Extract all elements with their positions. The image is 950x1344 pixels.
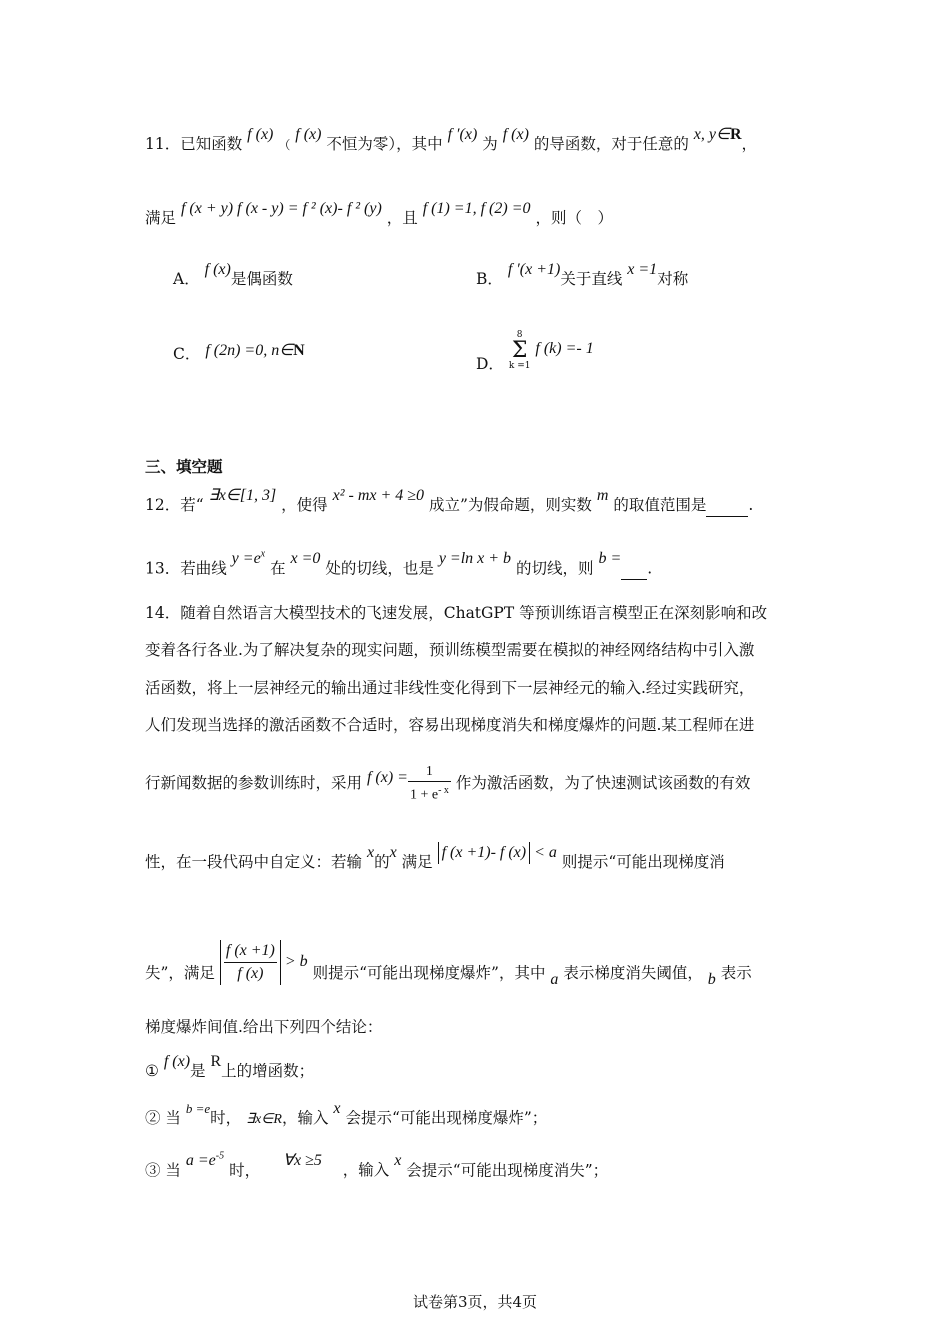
math-vanishing-cond: f (x +1)- f (x) < a <box>438 844 557 861</box>
q14-line7-prefix: 失”，满足 <box>145 964 215 983</box>
q12-prefix: 12．若“ <box>145 496 204 514</box>
c1-prefix: ① <box>145 1062 159 1080</box>
math-x-c2: x <box>333 1100 341 1117</box>
option-a-label: A． <box>173 270 200 288</box>
math-fx-c1: f (x) <box>163 1053 191 1070</box>
q14-line2: 变着各行各业.为了解决复杂的现实问题，预训练模型需要在模拟的神经网络结构中引入激 <box>145 641 755 659</box>
q11-option-a <box>173 261 293 291</box>
q14-line6-prefix: 性，在一段代码中自定义：若输 <box>145 853 363 871</box>
sigma-symbol: 8 Σ k =1 <box>508 330 531 371</box>
q11-deriv-note: 为 <box>482 135 498 153</box>
page-footer: 试卷第3页，共4页 <box>412 1293 538 1311</box>
math-fx: f (x) <box>247 126 274 143</box>
answer-blank <box>706 494 748 517</box>
q14-line4: 人们发现当选择的激活函数不合适时，容易出现梯度消失和梯度爆炸的问题.某工程师在进 <box>145 716 755 734</box>
option-b-text2: 对称 <box>657 270 689 288</box>
c1-mid: 是 <box>190 1062 206 1080</box>
q12-dot: . <box>748 496 754 514</box>
q14-conclusion-2 <box>145 1100 548 1131</box>
math-fprime: f ′(x) <box>447 126 478 143</box>
c1-R: R <box>210 1053 222 1070</box>
math-m: m <box>596 487 609 504</box>
math-explosion-cond: $\frac{f (x +1)}{f (x)}$ > b <box>220 953 308 970</box>
c2-end: 会提示“可能出现梯度爆炸”； <box>345 1109 548 1127</box>
q12-mid: ，使得 <box>281 496 328 514</box>
q11-prefix: 11．已知函数 <box>145 135 243 153</box>
math-fx-3: f (x) <box>502 126 529 143</box>
q13-end: 的切线，则 <box>516 559 594 578</box>
math-x-1: x <box>366 844 375 861</box>
q11-option-c <box>173 343 305 366</box>
q11-deriv-note2: 的导函数，对于任意的 <box>533 135 689 153</box>
q13-mid: 处的切线，也是 <box>325 559 434 578</box>
c2-mid2: ，输入 <box>281 1109 329 1127</box>
math-b: b <box>707 971 716 989</box>
math-option-d: f (k) =- 1 <box>535 340 594 357</box>
c3-mid2: ，输入 <box>342 1161 390 1180</box>
q11-option-b <box>476 261 689 291</box>
q11-cond-end: ，则（ ） <box>535 209 613 227</box>
math-exists-R: ∃x∈R <box>246 1112 282 1127</box>
q12-end2: 的取值范围是 <box>613 496 707 514</box>
c1-end: 上的增函数； <box>221 1062 315 1080</box>
q11-note: 不恒为零），其中 <box>326 135 443 153</box>
math-fx-def: f (x) = <box>366 768 408 786</box>
q12 <box>145 487 754 517</box>
math-fx-a: f (x) <box>204 261 231 278</box>
math-option-c: f (2n) =0, n∈N <box>205 342 305 359</box>
q14-line7-mid2: 表示梯度消失阈值， <box>563 964 703 983</box>
option-b-text: 关于直线 <box>560 270 623 288</box>
math-functional-eq: f (x + y) f (x - y) = f ² (x)- f ² (y) <box>180 200 382 217</box>
math-inequality: x² - mx + 4 ≥0 <box>332 487 425 504</box>
math-xy-in-R: x, y∈R <box>693 126 742 143</box>
c2-prefix: ② 当 <box>145 1109 181 1127</box>
c3-prefix: ③ 当 <box>145 1161 181 1180</box>
q13-at: 在 <box>270 559 286 578</box>
math-exists-x: ∃x∈[1, 3] <box>208 487 277 504</box>
q14-line7 <box>145 942 752 997</box>
q11-cond-mid: ，且 <box>386 209 418 227</box>
q11-option-d <box>476 330 594 372</box>
q14-line1: 14．随着自然语言大模型技术的飞速发展，ChatGPT 等预训练语言模型正在深刻影响和改 <box>145 604 768 622</box>
q14-line6-satisfy: 满足 <box>401 853 433 871</box>
q14-conclusion-3 <box>145 1151 609 1182</box>
math-values: f (1) =1, f (2) =0 <box>422 200 531 217</box>
option-d-label: D． <box>476 355 504 373</box>
c2-mid: 时， <box>210 1109 242 1127</box>
math-x-eq-0: x =0 <box>290 550 321 568</box>
q14-line7-mid: 则提示“可能出现梯度爆炸”，其中 <box>312 964 546 983</box>
math-a-eq-e5: $a =e^{-5}$ <box>185 1151 225 1170</box>
q14-conclusion-1 <box>145 1053 315 1083</box>
math-y-ex: $y =e^x$ <box>231 549 266 568</box>
math-forall-x: ∀x ≥5 <box>283 1152 322 1170</box>
section-title: 三、填空题 <box>145 457 223 476</box>
math-y-lnx: y =ln x + b <box>438 550 512 568</box>
q14-line6 <box>145 844 725 874</box>
math-x-eq-1: x =1 <box>627 261 658 278</box>
q14-line7-end: 表示 <box>720 964 752 983</box>
q13 <box>145 549 653 580</box>
q14-line6-of: 的 <box>374 853 390 871</box>
math-b-eq: b = <box>598 550 622 568</box>
q14-line5 <box>145 763 750 805</box>
q14-line6-end: 则提示“可能出现梯度消 <box>561 853 725 871</box>
math-b-eq-e: b =e <box>185 1101 211 1116</box>
option-b-label: B． <box>476 270 503 288</box>
option-c-label: C． <box>173 345 201 363</box>
q12-end: 成立”为假命题，则实数 <box>429 496 592 514</box>
q11-cond-prefix: 满足 <box>145 209 177 227</box>
math-x-2: x <box>389 844 397 861</box>
q14-line3: 活函数，将上一层神经元的输出通过非线性变化得到下一层神经元的输入.经过实践研究， <box>145 679 755 697</box>
q13-dot: . <box>647 559 653 578</box>
answer-blank-13 <box>621 557 647 580</box>
option-a-text: 是偶函数 <box>230 270 293 288</box>
math-fx-2: f (x) <box>295 126 322 143</box>
q14-line5-suffix: 作为激活函数，为了快速测试该函数的有效 <box>455 773 751 792</box>
math-x-c3: x <box>394 1152 402 1170</box>
q13-prefix: 13．若曲线 <box>145 559 227 578</box>
c3-end: 会提示“可能出现梯度消失”； <box>406 1161 609 1180</box>
c3-mid: 时， <box>229 1161 261 1180</box>
q14-line8: 梯度爆炸间值.给出下列四个结论： <box>145 1018 383 1036</box>
math-fprime-x1: f ′(x +1) <box>507 261 561 278</box>
math-sigmoid-fraction: $\frac{1}{1 + e^{- x}}$ <box>409 764 449 803</box>
math-a: a <box>550 971 559 989</box>
q11-line2 <box>145 200 613 230</box>
q14-line5-prefix: 行新闻数据的参数训练时，采用 <box>145 773 363 792</box>
q11-line1: 11．已知函数 f (x) （ f (x) 不恒为零），其中 f ′(x) 为 f (x) 的导函数，对于任意的 x, y∈R， <box>145 126 758 153</box>
